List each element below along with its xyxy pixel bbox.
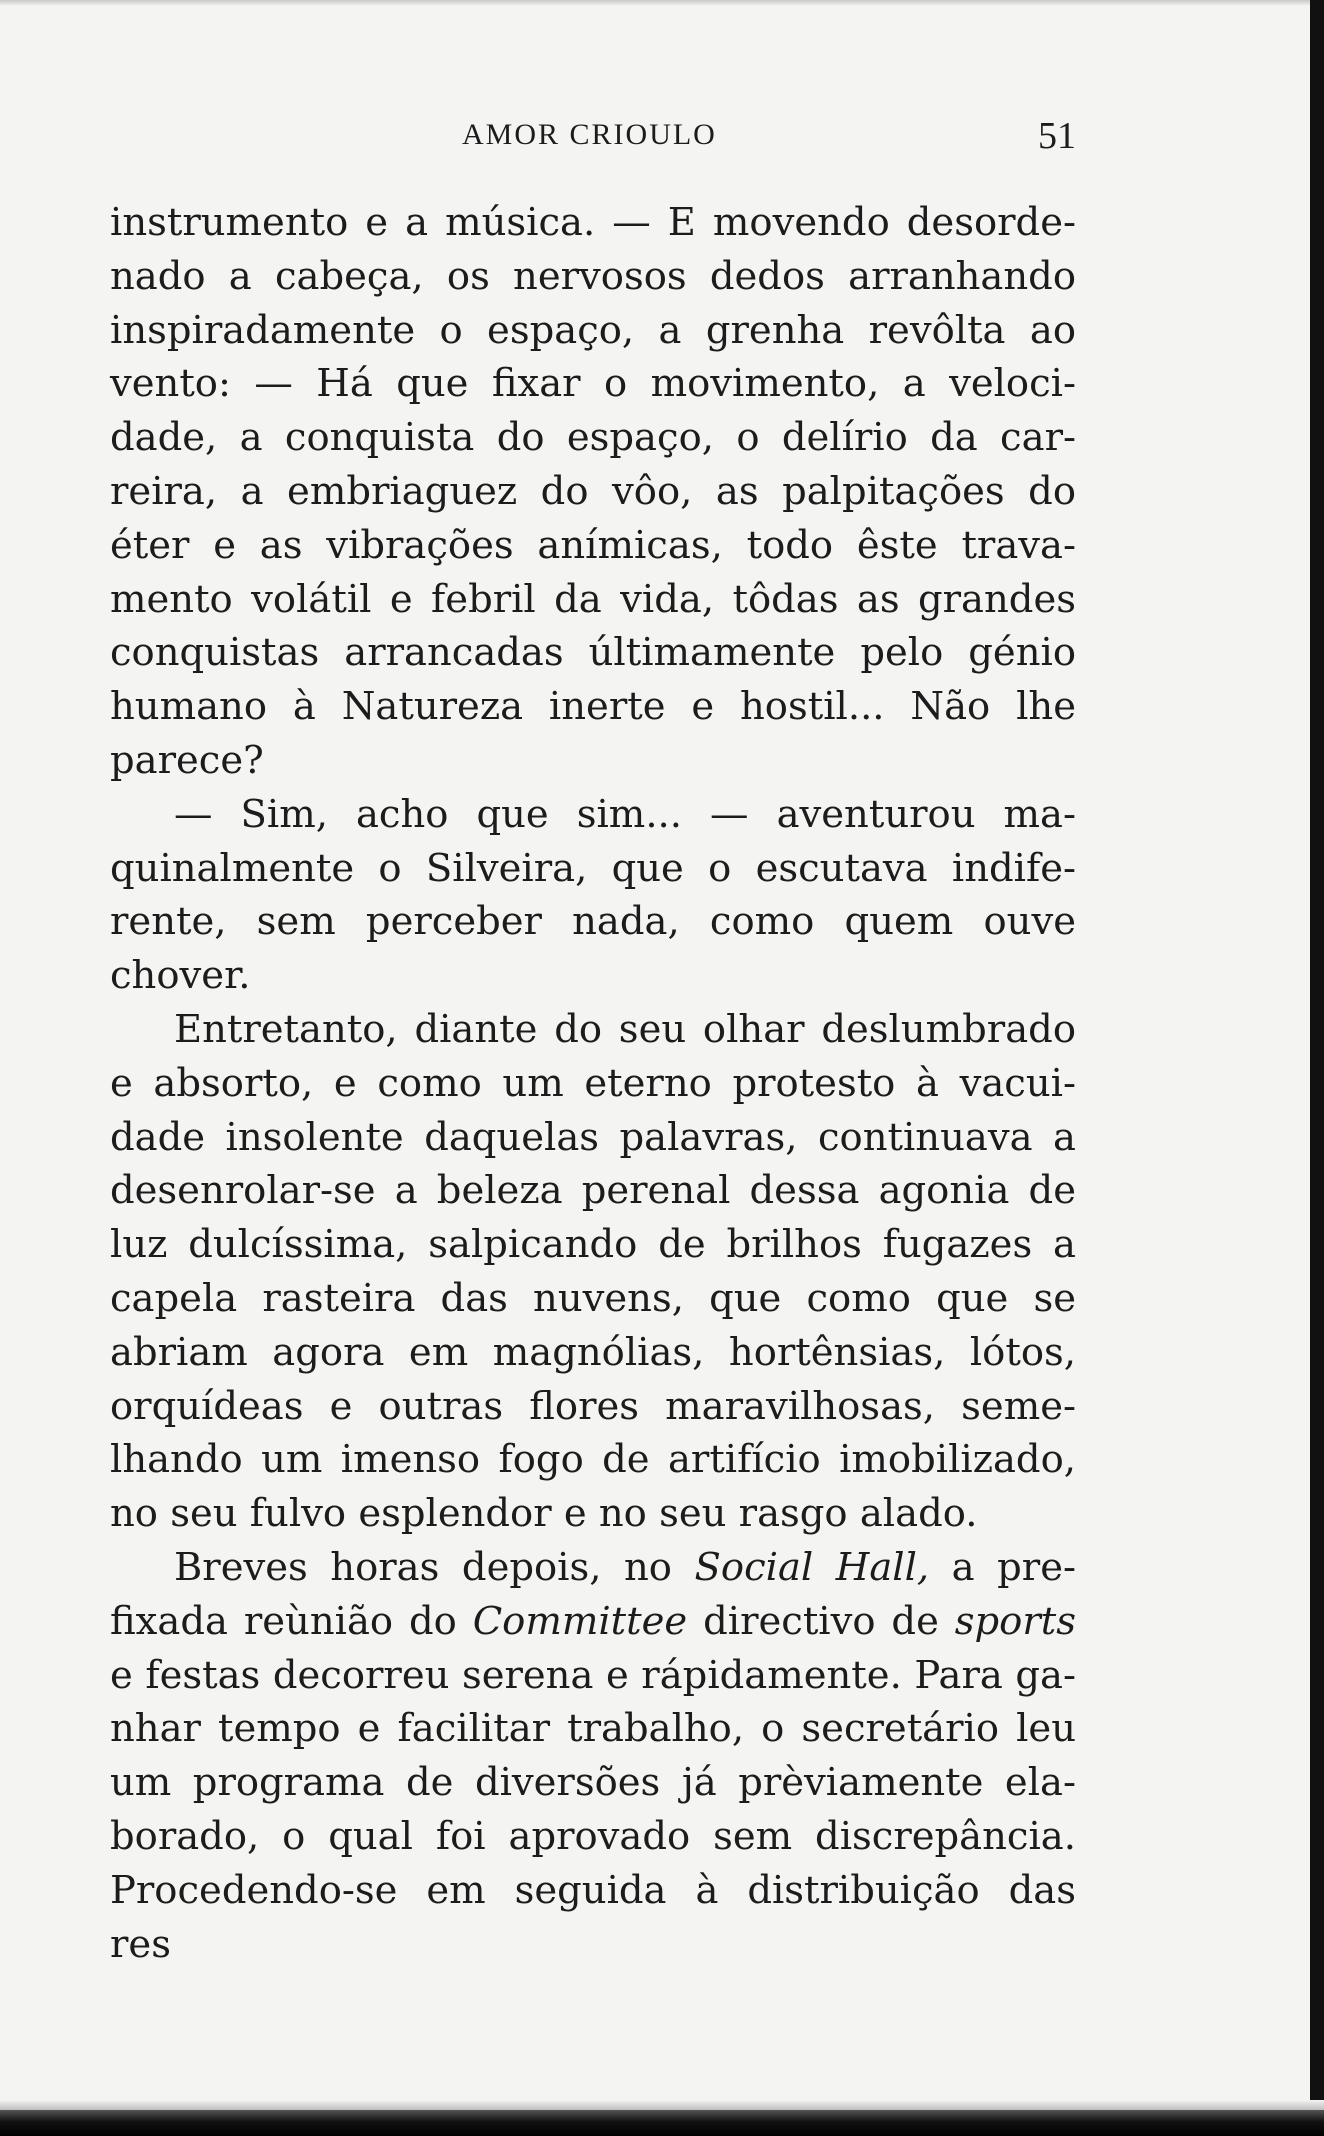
- page-binding-edge: [1310, 0, 1324, 2136]
- text-run: Breves horas depois, no: [174, 1544, 695, 1590]
- page-number: 51: [1038, 115, 1076, 157]
- italic-term: Social Hall,: [694, 1544, 930, 1590]
- page-top-edge: [0, 0, 1310, 6]
- text-run: instrumento e a música. — E movendo desordenado a cabeça, os nervosos dedos arranhando inspiradamente o espaço, a grenha revôlta ao vento: — Há que fixar o movimento, a velocidade, a conquista do espaço, o delírio da carreira, a embriaguez do vôo, as palpitações do éter e as vibrações anímicas, todo êste travamento volátil e febril da vida, tôdas as grandes conquistas arrancadas últimamente pelo génio humano à Natureza inerte e hostil... Não lhe parece?: [110, 200, 1076, 783]
- paragraph-3: [110, 1003, 1076, 1541]
- paragraph-4: [110, 1541, 1076, 1971]
- page-bottom-edge: [0, 2110, 1324, 2136]
- text-run: Entretanto, diante do seu olhar deslumbrado e absorto, e como um eterno protesto à vacuidade insolente daquelas palavras, continuava a desenrolar-se a beleza perenal dessa agonia de luz dulcíssima, salpicando de brilhos fugazes a capela rasteira das nuvens, que como que se abriam agora em magnólias, hortênsias, lótos, orquídeas e outras flores maravilhosas, semelhando um imenso fogo de artifício imobilizado, no seu fulvo esplendor e no seu rasgo alado.: [110, 1006, 1076, 1537]
- text-run: a prefixada reùnião do: [110, 1544, 1076, 1644]
- text-run: — Sim, acho que sim... — aventurou maquinalmente o Silveira, que o escutava indiferente, sem perceber nada, como quem ouve chover.: [110, 791, 1076, 999]
- italic-term: sports: [954, 1598, 1076, 1644]
- running-header: [110, 115, 1076, 164]
- text-run: directivo de: [687, 1598, 955, 1644]
- page-bottom-shadow: [0, 2100, 1324, 2110]
- header-title: AMOR CRIOULO: [462, 118, 717, 151]
- body-text: [110, 196, 1076, 1971]
- italic-term: Committee: [472, 1598, 688, 1644]
- paragraph-1: [110, 196, 1076, 788]
- paragraph-2: [110, 788, 1076, 1003]
- text-run: e festas decorreu serena e rápidamente. Para ganhar tempo e facilitar trabalho, o secretário leu um programa de diversões já prèviamente elaborado, o qual foi aprovado sem discrepância. Procedendo-se em seguida à distribuição das res: [110, 1652, 1076, 1967]
